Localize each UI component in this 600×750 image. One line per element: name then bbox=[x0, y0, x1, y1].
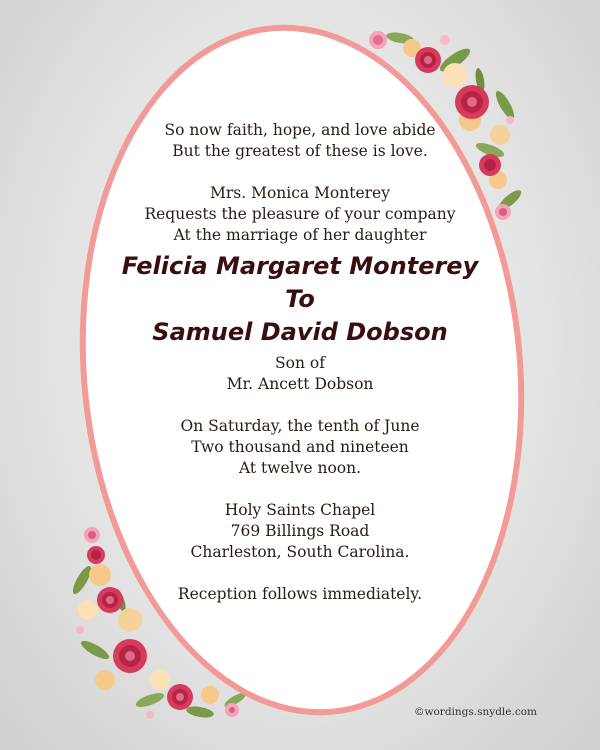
couple-names bbox=[100, 250, 500, 349]
groom-parent-line-1: Son of bbox=[275, 354, 325, 372]
host-name: Mrs. Monica Monterey bbox=[209, 184, 390, 202]
date-line-2: Two thousand and nineteen bbox=[191, 438, 409, 456]
groom-name: Samuel David Dobson bbox=[152, 318, 448, 346]
date-line-3: At twelve noon. bbox=[238, 459, 362, 477]
watermark-credit: ©wordings.snydle.com bbox=[414, 706, 537, 718]
host-line-2: Requests the pleasure of your company bbox=[144, 205, 456, 223]
venue-street: 769 Billings Road bbox=[230, 522, 370, 540]
reception-note: Reception follows immediately. bbox=[177, 585, 423, 603]
couple-joiner: To bbox=[285, 285, 315, 313]
groom-parent-line-2: Mr. Ancett Dobson bbox=[226, 375, 374, 393]
host-line-3: At the marriage of her daughter bbox=[173, 226, 427, 244]
invitation-text bbox=[100, 120, 500, 605]
venue-city: Charleston, South Carolina. bbox=[190, 543, 410, 561]
bride-name: Felicia Margaret Monterey bbox=[121, 252, 479, 280]
verse-line-1: So now faith, hope, and love abide bbox=[164, 121, 436, 139]
venue-name: Holy Saints Chapel bbox=[224, 501, 376, 519]
date-line-1: On Saturday, the tenth of June bbox=[180, 417, 420, 435]
verse-line-2: But the greatest of these is love. bbox=[172, 142, 428, 160]
